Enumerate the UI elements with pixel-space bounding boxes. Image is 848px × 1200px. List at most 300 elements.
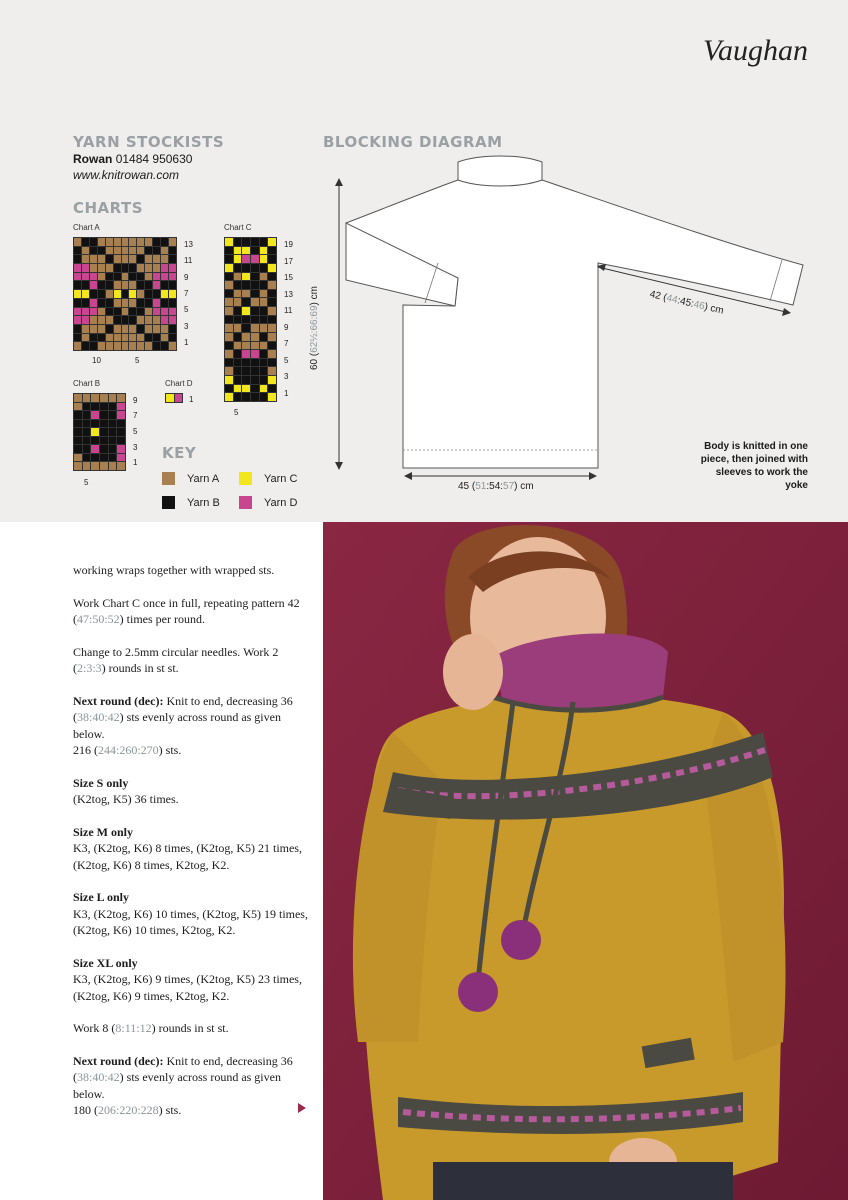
chart-cell xyxy=(90,334,97,342)
chart-cell xyxy=(91,420,99,428)
chart-cell xyxy=(106,334,113,342)
chart-cell xyxy=(225,376,233,384)
chart-cell xyxy=(114,316,121,324)
chart-row-number: 7 xyxy=(133,411,138,421)
chart-cell xyxy=(161,281,168,289)
chart-cell xyxy=(98,238,105,246)
chart-cell xyxy=(129,281,136,289)
chart-cell xyxy=(145,334,152,342)
chart-cell xyxy=(145,299,152,307)
chart-cell xyxy=(82,281,89,289)
chart-cell xyxy=(122,255,129,263)
chart-cell xyxy=(242,324,250,332)
chart-cell xyxy=(234,350,242,358)
chart-cell xyxy=(251,255,259,263)
chart-cell xyxy=(109,462,117,470)
chart-cell xyxy=(98,334,105,342)
chart-cell xyxy=(83,411,91,419)
next-page-arrow-icon[interactable] xyxy=(298,1103,306,1113)
chart-b-grid xyxy=(73,393,126,471)
chart-cell xyxy=(74,308,81,316)
chart-cell xyxy=(242,385,250,393)
chart-cell xyxy=(129,255,136,263)
chart-cell xyxy=(225,255,233,263)
chart-cell xyxy=(234,333,242,341)
chart-cell xyxy=(122,308,129,316)
chart-cell xyxy=(251,385,259,393)
chart-cell xyxy=(145,290,152,298)
chart-cell xyxy=(109,454,117,462)
chart-cell xyxy=(268,333,276,341)
chart-cell xyxy=(153,290,160,298)
chart-cell xyxy=(145,247,152,255)
chart-cell xyxy=(145,281,152,289)
chart-cell xyxy=(106,290,113,298)
chart-cell xyxy=(260,273,268,281)
chart-cell xyxy=(100,394,108,402)
chart-cell xyxy=(153,342,160,350)
chart-cell xyxy=(129,316,136,324)
chart-cell xyxy=(234,307,242,315)
chart-cell xyxy=(153,316,160,324)
chart-cell xyxy=(225,307,233,315)
chart-cell xyxy=(161,342,168,350)
chart-cell xyxy=(117,420,125,428)
chart-cell xyxy=(225,264,233,272)
chart-cell xyxy=(106,273,113,281)
chart-cell xyxy=(98,290,105,298)
chart-cell xyxy=(83,454,91,462)
chart-cell xyxy=(122,290,129,298)
chart-cell xyxy=(169,308,176,316)
chart-cell xyxy=(260,393,268,401)
chart-row-number: 11 xyxy=(184,256,193,266)
chart-cell xyxy=(137,238,144,246)
chart-cell xyxy=(169,238,176,246)
chart-cell xyxy=(74,325,81,333)
chart-cell xyxy=(98,325,105,333)
chart-row-number: 7 xyxy=(184,289,189,298)
chart-cell xyxy=(109,403,117,411)
chart-cell xyxy=(109,394,117,402)
chart-cell xyxy=(268,298,276,306)
chart-cell xyxy=(91,445,99,453)
pattern-paragraph: Size S only (K2tog, K5) 36 times. xyxy=(73,775,179,806)
chart-cell xyxy=(145,264,152,272)
chart-cell xyxy=(225,316,233,324)
chart-cell xyxy=(129,247,136,255)
chart-cell xyxy=(117,403,125,411)
chart-row-number: 9 xyxy=(284,322,289,332)
chart-cell xyxy=(83,420,91,428)
chart-cell xyxy=(268,359,276,367)
chart-cell xyxy=(98,255,105,263)
chart-b-col-number: 5 xyxy=(84,478,89,487)
key-item-yarn-b xyxy=(162,496,220,509)
chart-cell xyxy=(145,273,152,281)
chart-cell xyxy=(260,376,268,384)
chart-cell xyxy=(129,325,136,333)
chart-cell xyxy=(153,334,160,342)
chart-cell xyxy=(83,394,91,402)
chart-cell xyxy=(98,299,105,307)
chart-row-number: 3 xyxy=(184,321,189,331)
stockist-url[interactable]: www.knitrowan.com xyxy=(73,168,180,182)
chart-cell xyxy=(100,428,108,436)
chart-cell xyxy=(234,393,242,401)
chart-row-number: 19 xyxy=(284,240,293,250)
chart-cell xyxy=(106,325,113,333)
chart-cell xyxy=(260,316,268,324)
chart-row-number: 5 xyxy=(133,427,138,436)
chart-cell xyxy=(74,238,81,246)
chart-cell xyxy=(98,247,105,255)
chart-cell xyxy=(234,316,242,324)
chart-cell xyxy=(169,299,176,307)
chart-cell xyxy=(251,307,259,315)
chart-cell xyxy=(109,428,117,436)
chart-b-label: Chart B xyxy=(73,379,101,388)
chart-cell xyxy=(234,264,242,272)
chart-cell xyxy=(251,298,259,306)
chart-cell xyxy=(100,445,108,453)
chart-cell xyxy=(74,299,81,307)
chart-cell xyxy=(109,420,117,428)
chart-cell xyxy=(114,342,121,350)
chart-cell xyxy=(268,350,276,358)
chart-cell xyxy=(225,367,233,375)
chart-cell xyxy=(117,428,125,436)
chart-cell xyxy=(242,290,250,298)
chart-cell xyxy=(74,264,81,272)
model-photo xyxy=(323,522,848,1200)
sleeve-dimension: 42 (44:45:46) cm xyxy=(648,289,725,317)
chart-cell xyxy=(153,247,160,255)
chart-cell xyxy=(260,264,268,272)
chart-cell xyxy=(90,308,97,316)
chart-cell xyxy=(114,273,121,281)
chart-cell xyxy=(234,385,242,393)
sweater-photo-illustration xyxy=(323,522,848,1200)
chart-cell xyxy=(74,334,81,342)
chart-cell xyxy=(117,445,125,453)
chart-cell xyxy=(242,342,250,350)
chart-cell xyxy=(74,255,81,263)
chart-c-col-number: 5 xyxy=(234,408,239,417)
chart-cell xyxy=(83,403,91,411)
chart-cell xyxy=(74,454,82,462)
chart-cell xyxy=(268,255,276,263)
chart-cell xyxy=(234,238,242,246)
chart-cell xyxy=(225,324,233,332)
chart-cell xyxy=(90,325,97,333)
pattern-paragraph: Change to 2.5mm circular needles. Work 2 (2:3:3) rounds in st st. xyxy=(73,644,279,675)
chart-cell xyxy=(82,238,89,246)
chart-cell xyxy=(225,393,233,401)
chart-cell xyxy=(234,359,242,367)
chart-cell xyxy=(251,376,259,384)
chart-cell xyxy=(90,238,97,246)
chart-cell xyxy=(225,298,233,306)
chart-cell xyxy=(91,462,99,470)
chart-cell xyxy=(74,420,82,428)
chart-cell xyxy=(242,238,250,246)
chart-cell xyxy=(114,281,121,289)
chart-cell xyxy=(251,247,259,255)
chart-cell xyxy=(251,290,259,298)
chart-cell xyxy=(100,403,108,411)
key-item-yarn-d xyxy=(239,496,297,509)
chart-cell xyxy=(161,238,168,246)
chart-cell xyxy=(91,411,99,419)
chart-cell xyxy=(74,316,81,324)
chart-cell xyxy=(169,281,176,289)
chart-cell xyxy=(74,247,81,255)
chart-cell xyxy=(74,428,82,436)
chart-cell xyxy=(268,238,276,246)
chart-cell xyxy=(82,325,89,333)
chart-cell xyxy=(242,359,250,367)
page-title: Vaughan xyxy=(703,34,808,67)
chart-cell xyxy=(109,437,117,445)
chart-cell xyxy=(90,281,97,289)
chart-cell xyxy=(145,255,152,263)
chart-cell xyxy=(137,281,144,289)
chart-cell xyxy=(161,255,168,263)
chart-cell xyxy=(74,281,81,289)
chart-cell xyxy=(242,273,250,281)
chart-cell xyxy=(268,342,276,350)
chart-cell xyxy=(90,264,97,272)
chart-cell xyxy=(161,247,168,255)
pattern-paragraph: Next round (dec): Knit to end, decreasing 36 (38:40:42) sts evenly across round as given below. 216 (244:260:270) sts. xyxy=(73,693,293,757)
chart-cell xyxy=(98,308,105,316)
chart-cell xyxy=(122,316,129,324)
chart-cell xyxy=(161,273,168,281)
chart-cell xyxy=(114,290,121,298)
chart-cell xyxy=(82,316,89,324)
chart-cell xyxy=(117,411,125,419)
chart-cell xyxy=(114,334,121,342)
chart-cell xyxy=(122,264,129,272)
chart-cell xyxy=(122,342,129,350)
chart-c-label: Chart C xyxy=(224,223,252,232)
chart-cell xyxy=(106,264,113,272)
chart-cell xyxy=(82,273,89,281)
chart-a-col-number: 10 xyxy=(92,356,101,365)
chart-cell xyxy=(234,342,242,350)
chart-cell xyxy=(242,350,250,358)
chart-cell xyxy=(161,334,168,342)
chart-cell xyxy=(82,342,89,350)
chart-cell xyxy=(90,247,97,255)
chart-cell xyxy=(260,298,268,306)
chart-cell xyxy=(137,342,144,350)
chart-cell xyxy=(137,255,144,263)
chart-cell xyxy=(137,308,144,316)
chart-cell xyxy=(153,299,160,307)
chart-cell xyxy=(91,454,99,462)
chart-cell xyxy=(225,247,233,255)
sweater-outline xyxy=(346,156,803,468)
chart-cell xyxy=(234,376,242,384)
chart-d-grid xyxy=(165,393,183,403)
chart-cell xyxy=(169,264,176,272)
chart-cell xyxy=(91,428,99,436)
chart-cell xyxy=(242,376,250,384)
chart-cell xyxy=(100,462,108,470)
chart-cell xyxy=(251,264,259,272)
chart-cell xyxy=(114,264,121,272)
key-item-yarn-c xyxy=(239,472,297,485)
chart-cell xyxy=(242,333,250,341)
chart-cell xyxy=(251,238,259,246)
chart-d-row-number: 1 xyxy=(189,395,194,404)
chart-cell xyxy=(74,462,82,470)
chart-cell xyxy=(82,290,89,298)
chart-cell xyxy=(137,273,144,281)
chart-cell xyxy=(260,333,268,341)
chart-cell xyxy=(117,454,125,462)
chart-cell xyxy=(242,247,250,255)
chart-cell xyxy=(260,367,268,375)
chart-cell xyxy=(129,334,136,342)
chart-cell xyxy=(225,385,233,393)
chart-cell xyxy=(100,411,108,419)
chart-cell xyxy=(161,290,168,298)
chart-cell xyxy=(161,325,168,333)
chart-cell xyxy=(106,308,113,316)
chart-cell xyxy=(268,264,276,272)
chart-cell xyxy=(90,316,97,324)
chart-cell xyxy=(109,411,117,419)
chart-cell xyxy=(169,316,176,324)
pattern-paragraph: Size XL only K3, (K2tog, K6) 9 times, (K2tog, K5) 23 times, (K2tog, K6) 9 times, K2tog, K2. xyxy=(73,955,302,1003)
chart-cell xyxy=(90,273,97,281)
chart-cell xyxy=(260,385,268,393)
chart-cell xyxy=(153,325,160,333)
swatch-yarn-d xyxy=(239,496,252,509)
chart-cell xyxy=(161,308,168,316)
chart-cell xyxy=(83,437,91,445)
chart-row-number: 13 xyxy=(284,289,293,299)
chart-row-number: 5 xyxy=(184,305,189,315)
chart-cell xyxy=(137,290,144,298)
chart-cell xyxy=(100,420,108,428)
chart-a-grid xyxy=(73,237,177,351)
chart-cell xyxy=(153,264,160,272)
chart-cell xyxy=(169,290,176,298)
chart-cell xyxy=(251,281,259,289)
chart-row-number: 11 xyxy=(284,306,293,316)
chart-cell xyxy=(242,393,250,401)
chart-cell xyxy=(268,367,276,375)
key-label: Yarn B xyxy=(187,496,220,509)
pattern-paragraph: working wraps together with wrapped sts. xyxy=(73,563,275,577)
chart-cell xyxy=(82,255,89,263)
chart-cell xyxy=(129,273,136,281)
chart-cell xyxy=(117,462,125,470)
sweater-blocking-diagram xyxy=(330,150,810,490)
chart-cell xyxy=(260,238,268,246)
chart-cell xyxy=(145,238,152,246)
chart-cell xyxy=(109,445,117,453)
chart-cell xyxy=(98,342,105,350)
chart-cell xyxy=(225,281,233,289)
chart-cell xyxy=(100,437,108,445)
chart-cell xyxy=(260,281,268,289)
chart-cell xyxy=(251,359,259,367)
chart-cell xyxy=(82,308,89,316)
chart-cell xyxy=(129,238,136,246)
chart-cell xyxy=(234,298,242,306)
chart-row-number: 7 xyxy=(284,339,289,349)
chart-cell xyxy=(161,264,168,272)
chart-cell xyxy=(145,316,152,324)
chart-cell xyxy=(260,359,268,367)
key-item-yarn-a xyxy=(162,472,219,485)
chart-cell xyxy=(98,264,105,272)
chart-cell xyxy=(129,299,136,307)
chart-cell xyxy=(242,307,250,315)
chart-cell xyxy=(91,403,99,411)
chart-cell xyxy=(74,445,82,453)
chart-cell xyxy=(153,281,160,289)
chart-cell xyxy=(137,299,144,307)
chart-cell xyxy=(106,281,113,289)
chart-cell xyxy=(260,247,268,255)
chart-cell xyxy=(117,437,125,445)
chart-cell xyxy=(82,299,89,307)
chart-cell xyxy=(98,281,105,289)
chart-cell xyxy=(114,238,121,246)
chart-row-number: 15 xyxy=(284,273,293,283)
chart-cell xyxy=(169,342,176,350)
chart-cell xyxy=(260,307,268,315)
chart-cell xyxy=(225,342,233,350)
swatch-yarn-a xyxy=(162,472,175,485)
chart-cell xyxy=(268,385,276,393)
chart-cell xyxy=(268,324,276,332)
chart-cell xyxy=(122,281,129,289)
chart-cell xyxy=(169,273,176,281)
chart-cell xyxy=(137,264,144,272)
chart-row-number: 1 xyxy=(184,337,189,347)
chart-cell xyxy=(268,281,276,289)
chart-cell xyxy=(251,333,259,341)
chart-cell xyxy=(114,308,121,316)
chart-cell xyxy=(117,394,125,402)
chart-cell xyxy=(153,273,160,281)
pattern-paragraph: Next round (dec): Knit to end, decreasing 36 (38:40:42) sts evenly across round as given below. 180 (206:220:228) sts. xyxy=(73,1053,293,1117)
chart-cell xyxy=(242,316,250,324)
chart-cell xyxy=(251,316,259,324)
chart-cell xyxy=(234,367,242,375)
chart-cell xyxy=(242,264,250,272)
chart-cell xyxy=(260,342,268,350)
chart-row-number: 3 xyxy=(284,372,289,382)
chart-cell xyxy=(91,394,99,402)
body-construction-note: Body is knitted in one piece, then joined with sleeves to work the yoke xyxy=(700,441,808,491)
swatch-yarn-c xyxy=(239,472,252,485)
chart-cell xyxy=(268,376,276,384)
chart-cell xyxy=(153,255,160,263)
chart-cell xyxy=(225,290,233,298)
chart-cell xyxy=(82,264,89,272)
key-heading: KEY xyxy=(162,444,197,462)
chart-cell xyxy=(268,316,276,324)
stockist-phone: 01484 950630 xyxy=(115,152,193,166)
